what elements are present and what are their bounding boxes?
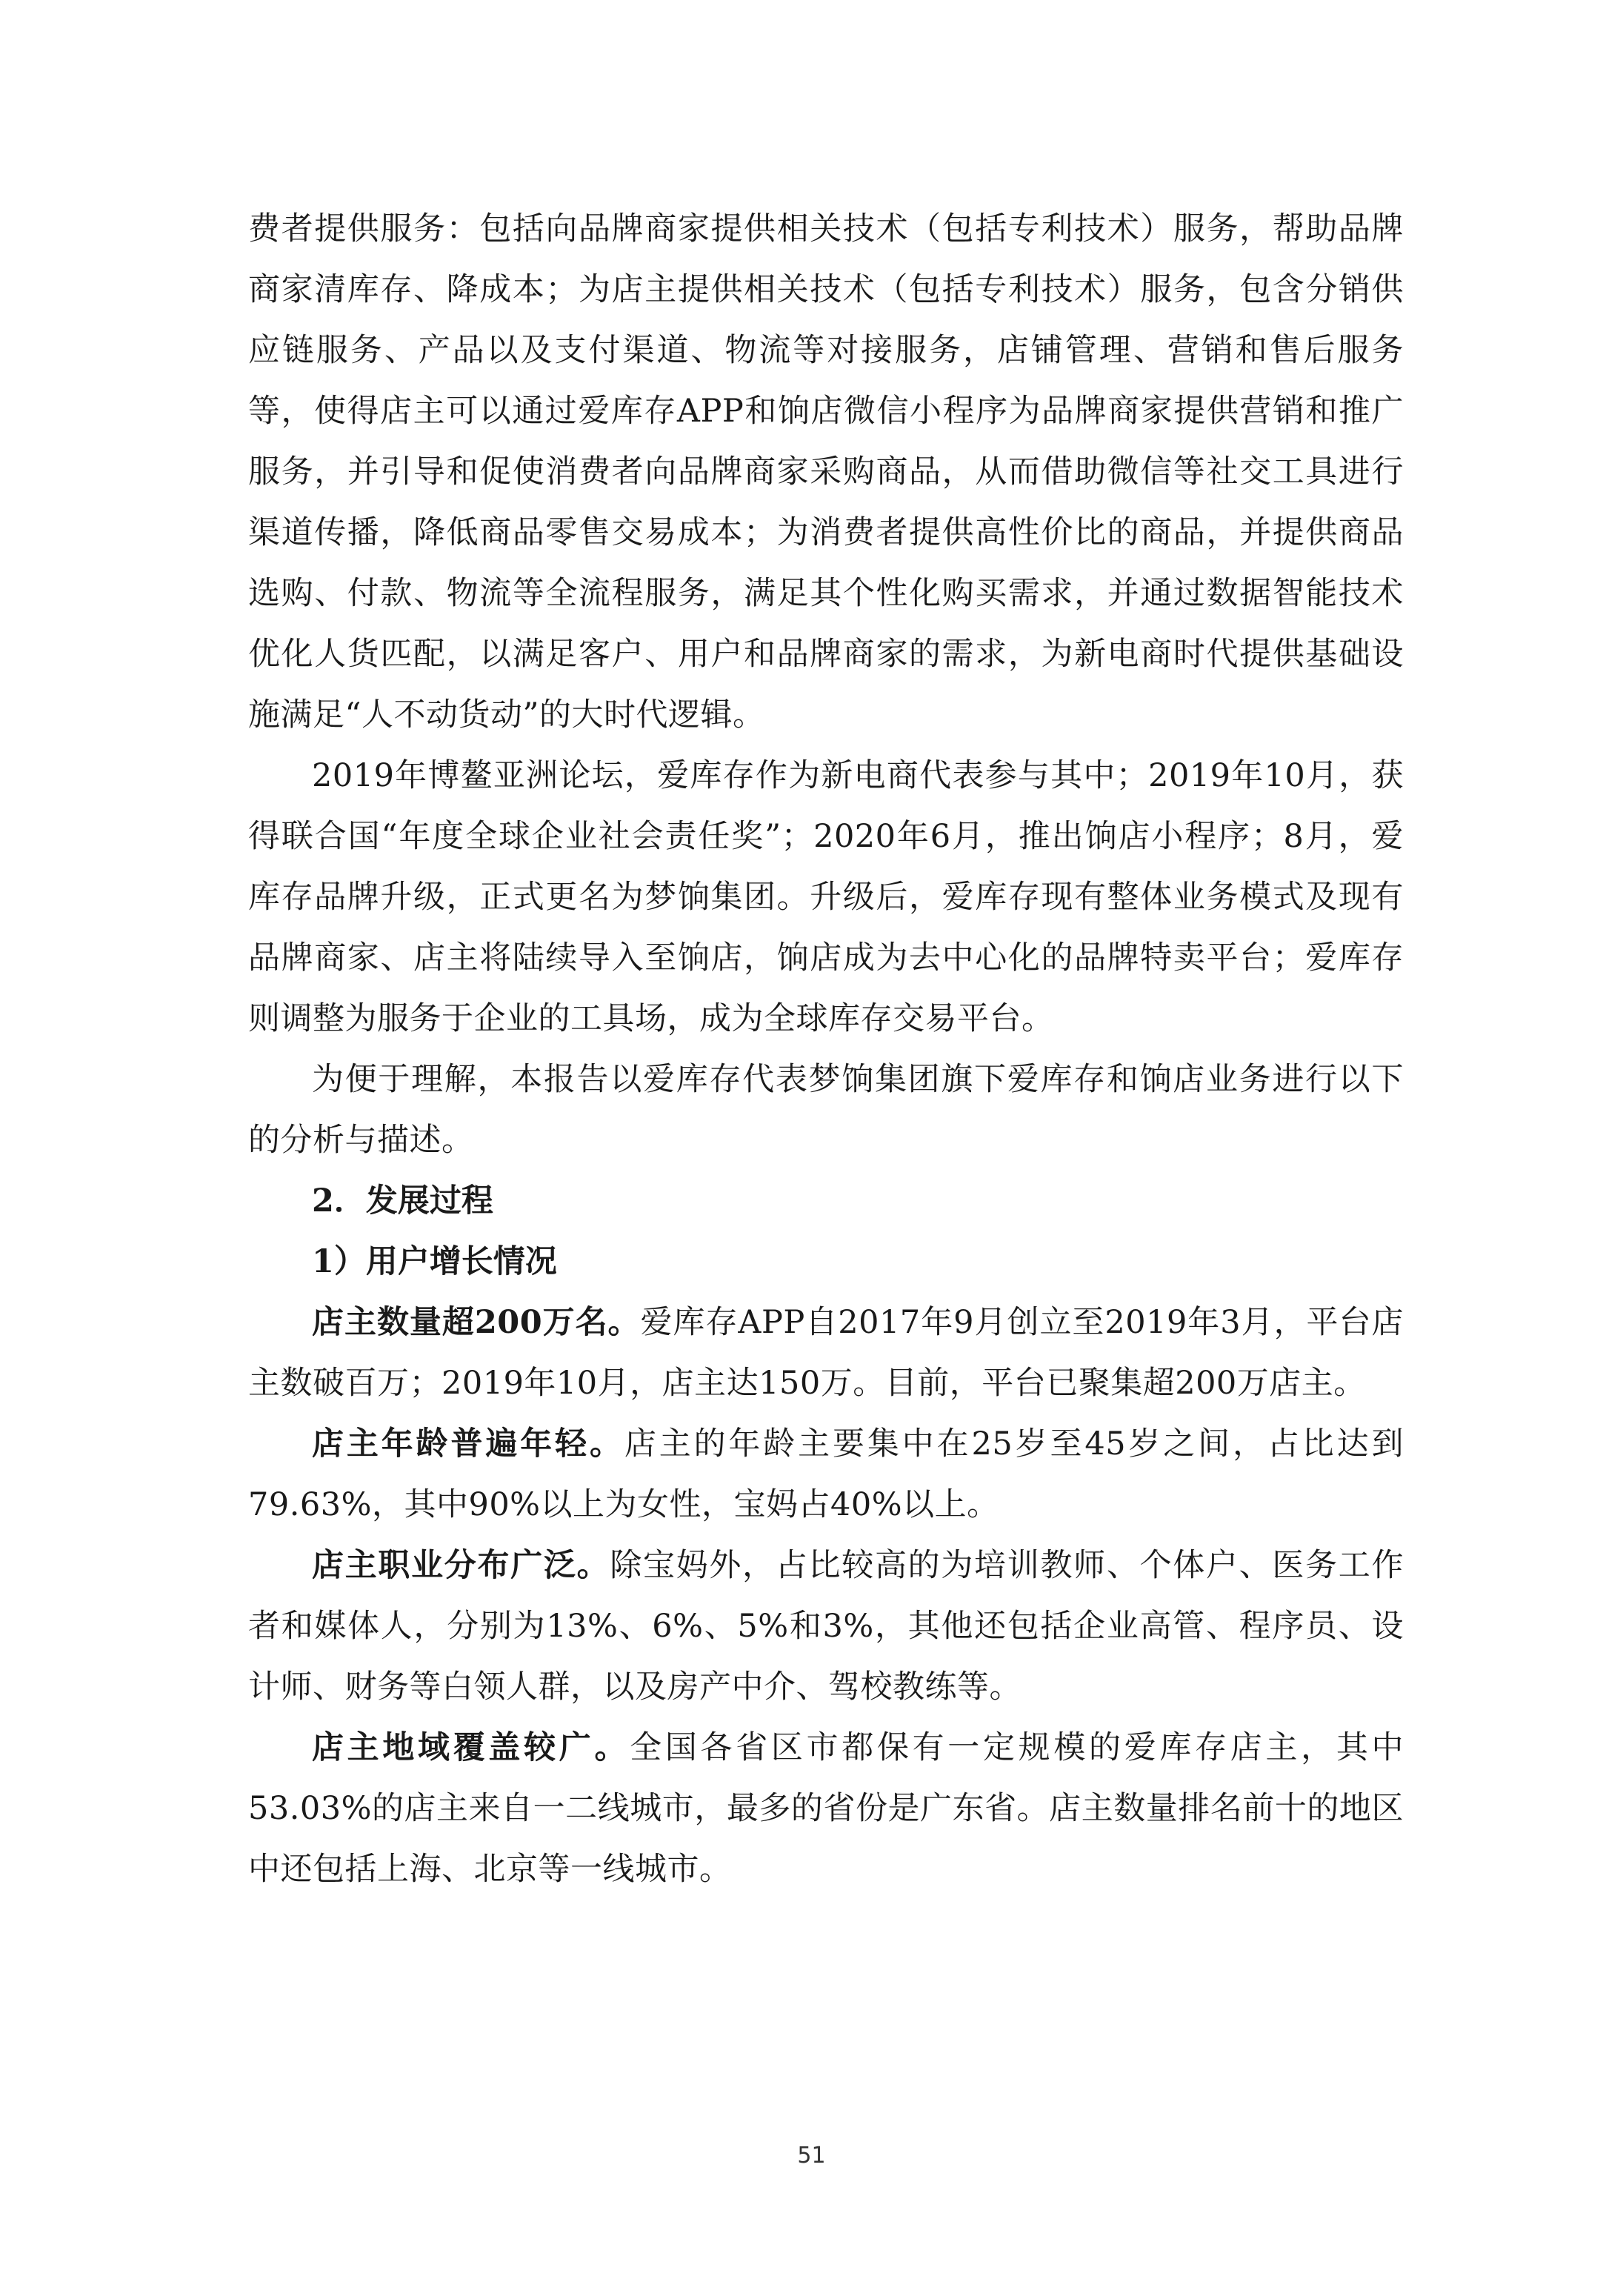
- paragraph-milestones: 2019年博鳌亚洲论坛，爱库存作为新电商代表参与其中；2019年10月，获得联合国“年度全球企业社会责任奖”；2020年6月，推出饷店小程序；8月，爱库存品牌升级，正式更名为梦饷集团。升级后，爱库存现有整体业务模式及现有品牌商家、店主将陆续导入至饷店，饷店成为去中心化的品牌特卖平台；爱库存则调整为服务于企业的工具场，成为全球库存交易平台。: [248, 757, 1404, 1037]
- page-number: 51: [797, 2143, 826, 2169]
- section-heading: 2．发展过程: [312, 1182, 493, 1219]
- item-shop-owner-count: [248, 1292, 1404, 1414]
- item-shop-owner-region: [248, 1717, 1404, 1900]
- paragraph-note: 为便于理解，本报告以爱库存代表梦饷集团旗下爱库存和饷店业务进行以下的分析与描述。: [248, 1061, 1404, 1159]
- paragraph-services: 费者提供服务：包括向品牌商家提供相关技术（包括专利技术）服务，帮助品牌商家清库存、降成本；为店主提供相关技术（包括专利技术）服务，包含分销供应链服务、产品以及支付渠道、物流等对接服务，店铺管理、营销和售后服务等，使得店主可以通过爱库存APP和饷店微信小程序为品牌商家提供营销和推广服务，并引导和促使消费者向品牌商家采购商品，从而借助微信等社交工具进行渠道传播，降低商品零售交易成本；为消费者提供高性价比的商品，并提供商品选购、付款、物流等全流程服务，满足其个性化购买需求，并通过数据智能技术优化人货匹配，以满足客户、用户和品牌商家的需求，为新电商时代提供基础设施满足“人不动货动”的大时代逻辑。: [248, 210, 1404, 733]
- item-text: 店主的年龄主要集中在25岁至45岁之间，占比达到79.63%，其中90%以上为女性，宝妈占40%以上。: [248, 1425, 1404, 1523]
- item-shop-owner-occupation: [248, 1535, 1404, 1717]
- item-lead: 店主年龄普遍年轻。: [312, 1425, 624, 1463]
- item-text: 爱库存APP自2017年9月创立至2019年3月，平台店主数破百万；2019年10月，店主达150万。目前，平台已聚集超200万店主。: [248, 1304, 1404, 1402]
- item-lead: 店主职业分布广泛。: [312, 1547, 610, 1584]
- subsection-heading: 1）用户增长情况: [312, 1243, 557, 1280]
- item-text: 全国各省区市都保有一定规模的爱库存店主，其中53.03%的店主来自一二线城市，最多的省份是广东省。店主数量排名前十的地区中还包括上海、北京等一线城市。: [248, 1729, 1404, 1888]
- item-lead: 店主地域覆盖较广。: [312, 1729, 630, 1766]
- item-text: 除宝妈外，占比较高的为培训教师、个体户、医务工作者和媒体人，分别为13%、6%、5%和3%，其他还包括企业高管、程序员、设计师、财务等白领人群，以及房产中介、驾校教练等。: [248, 1547, 1404, 1706]
- item-lead: 店主数量超200万名。: [312, 1304, 641, 1341]
- document-page: [248, 199, 1404, 1900]
- item-shop-owner-age: [248, 1414, 1404, 1535]
